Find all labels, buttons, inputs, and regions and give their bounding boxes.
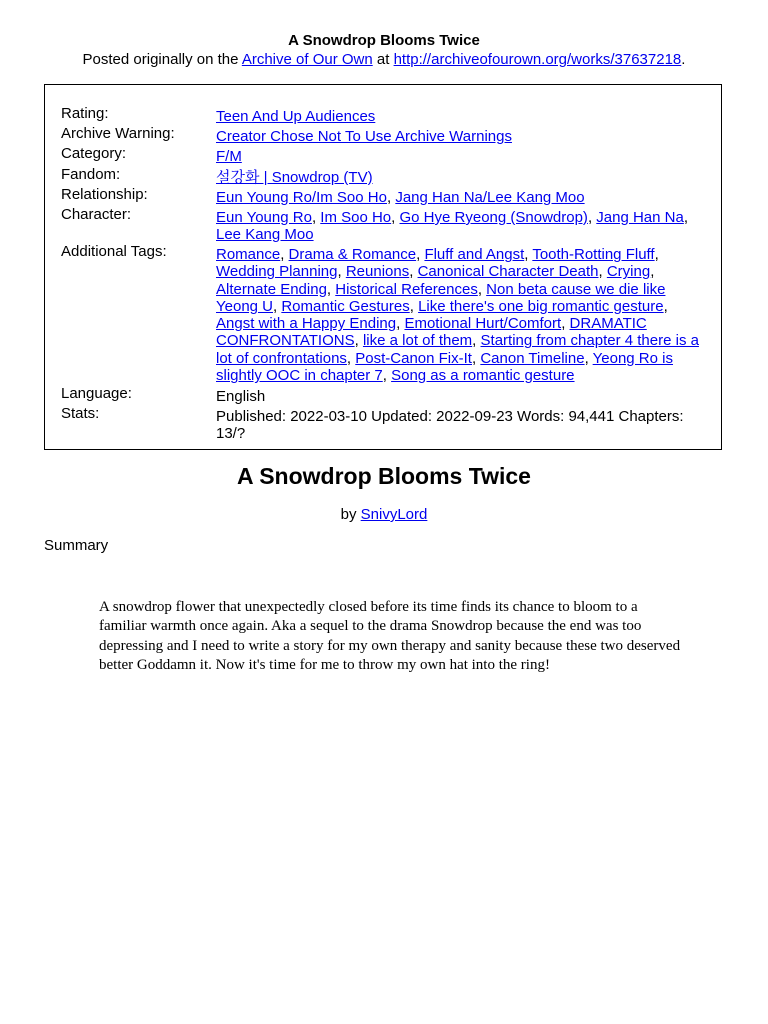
tag-link[interactable]: Canonical Character Death bbox=[417, 263, 599, 281]
fandom-label: Fandom: bbox=[61, 166, 121, 183]
tag-link[interactable]: Like there's one big romantic gesture bbox=[418, 297, 664, 315]
tag-link[interactable]: Romantic Gestures bbox=[281, 297, 410, 315]
warning-value bbox=[216, 128, 708, 145]
tag-link[interactable]: Emotional Hurt/Comfort bbox=[404, 315, 562, 333]
relationship-label: Relationship: bbox=[61, 186, 148, 203]
tag-link[interactable]: Historical References bbox=[335, 280, 478, 298]
metadata-box bbox=[44, 84, 722, 450]
category-label: Category: bbox=[61, 145, 127, 162]
rating-value bbox=[216, 108, 708, 125]
tag-link[interactable]: Starting from chapter 4 there is a lot of confrontations bbox=[216, 332, 699, 367]
character-link[interactable]: Go Hye Ryeong (Snowdrop) bbox=[399, 209, 588, 226]
tag-link[interactable]: like a lot of them bbox=[362, 332, 473, 350]
work-title: A Snowdrop Blooms Twice bbox=[237, 463, 531, 489]
tag-link[interactable]: Fluff and Angst bbox=[424, 246, 525, 263]
summary-text: A snowdrop flower that unexpectedly closed before its time finds its chance to bloom to a familiar warmth once again. Aka a sequel to the drama Snowdrop because the end was too depressing and I need to write a story for my own therapy and sanity because these two deserved better Goddamn it. Now it's time for me to throw my own hat into the ring! bbox=[99, 599, 681, 673]
tag-link[interactable]: Canon Timeline bbox=[480, 349, 585, 367]
character-link[interactable]: Im Soo Ho bbox=[320, 209, 392, 226]
character-link[interactable]: Eun Young Ro bbox=[216, 209, 312, 226]
tag-link[interactable]: Post-Canon Fix-It bbox=[355, 349, 472, 367]
rating-label: Rating: bbox=[61, 105, 109, 122]
relationship-link[interactable]: Jang Han Na/Lee Kang Moo bbox=[395, 189, 585, 206]
tag-link[interactable]: Angst with a Happy Ending bbox=[216, 315, 397, 333]
language-label: Language: bbox=[61, 385, 132, 402]
document-header bbox=[0, 31, 768, 69]
rating-link[interactable]: Teen And Up Audiences bbox=[216, 108, 376, 125]
tag-link[interactable]: Reunions bbox=[345, 263, 410, 281]
tag-link[interactable]: Crying bbox=[606, 263, 651, 281]
character-link[interactable]: Lee Kang Moo bbox=[216, 226, 314, 244]
warning-link[interactable]: Creator Chose Not To Use Archive Warnings bbox=[216, 128, 512, 145]
tags-value: Romance, Drama & Romance, Fluff and Angst, Tooth-Rotting Fluff, Wedding Planning, Reunions, Canonical Character Death, Crying, Alternate Ending, Historical References, Non beta cause we die like Yeong U, Romantic Gestures, Like there's one big romantic gesture, Angst with a Happy Ending, Emotional Hurt/Comfort, DRAMATIC CONFRONTATIONS, like a lot of them, Starting from chapter 4 there is a lot of confrontations, Post-Canon Fix-It, Canon Timeline, Yeong Ro is slightly OOC in chapter 7, Song as a romantic gesture bbox=[216, 246, 699, 385]
tag-link[interactable]: Romance bbox=[216, 246, 281, 263]
relationship-link[interactable]: Eun Young Ro/Im Soo Ho bbox=[216, 189, 387, 206]
category-value bbox=[216, 148, 708, 165]
tag-link[interactable]: Drama & Romance bbox=[288, 246, 417, 263]
posted-at: at bbox=[372, 51, 394, 68]
author-link[interactable]: SnivyLord bbox=[360, 506, 428, 523]
byline-prefix: by bbox=[340, 506, 361, 523]
tag-link[interactable]: Wedding Planning bbox=[216, 263, 338, 281]
stats-value: Published: 2022-03-10 Updated: 2022-09-23 Words: 94,441 Chapters: 13/? bbox=[216, 408, 684, 443]
category-link[interactable]: F/M bbox=[216, 148, 242, 165]
tag-link[interactable]: DRAMATIC CONFRONTATIONS bbox=[216, 315, 647, 350]
tags-label: Additional Tags: bbox=[61, 243, 167, 260]
summary-heading: Summary bbox=[44, 537, 109, 554]
character-link[interactable]: Jang Han Na bbox=[596, 209, 684, 226]
tag-link[interactable]: Tooth-Rotting Fluff bbox=[532, 246, 655, 263]
character-label: Character: bbox=[61, 206, 132, 223]
warning-label: Archive Warning: bbox=[61, 125, 175, 142]
work-url-link[interactable]: http://archiveofourown.org/works/37637218 bbox=[393, 51, 682, 68]
tag-link[interactable]: Yeong Ro is slightly OOC in chapter 7 bbox=[216, 349, 673, 385]
stats-label: Stats: bbox=[61, 405, 100, 422]
document-title: A Snowdrop Blooms Twice bbox=[288, 32, 480, 49]
posted-prefix: Posted originally on the bbox=[82, 51, 242, 68]
tag-link[interactable]: Alternate Ending bbox=[216, 280, 327, 298]
language-value: English bbox=[216, 388, 266, 405]
archive-link[interactable]: Archive of Our Own bbox=[241, 51, 373, 68]
posted-suffix: . bbox=[681, 51, 686, 68]
tag-link[interactable]: Song as a romantic gesture bbox=[391, 367, 575, 385]
byline bbox=[0, 505, 768, 524]
relationship-value: Eun Young Ro/Im Soo Ho, Jang Han Na/Lee Kang Moo bbox=[216, 189, 585, 206]
tag-link[interactable]: Non beta cause we die like Yeong U bbox=[216, 280, 666, 315]
fandom-link[interactable]: 설강화 | Snowdrop (TV) bbox=[216, 169, 373, 186]
character-value: Eun Young Ro, Im Soo Ho, Go Hye Ryeong (Snowdrop), Jang Han Na, Lee Kang Moo bbox=[216, 209, 689, 244]
fandom-value bbox=[216, 169, 708, 186]
posted-line bbox=[0, 50, 768, 69]
